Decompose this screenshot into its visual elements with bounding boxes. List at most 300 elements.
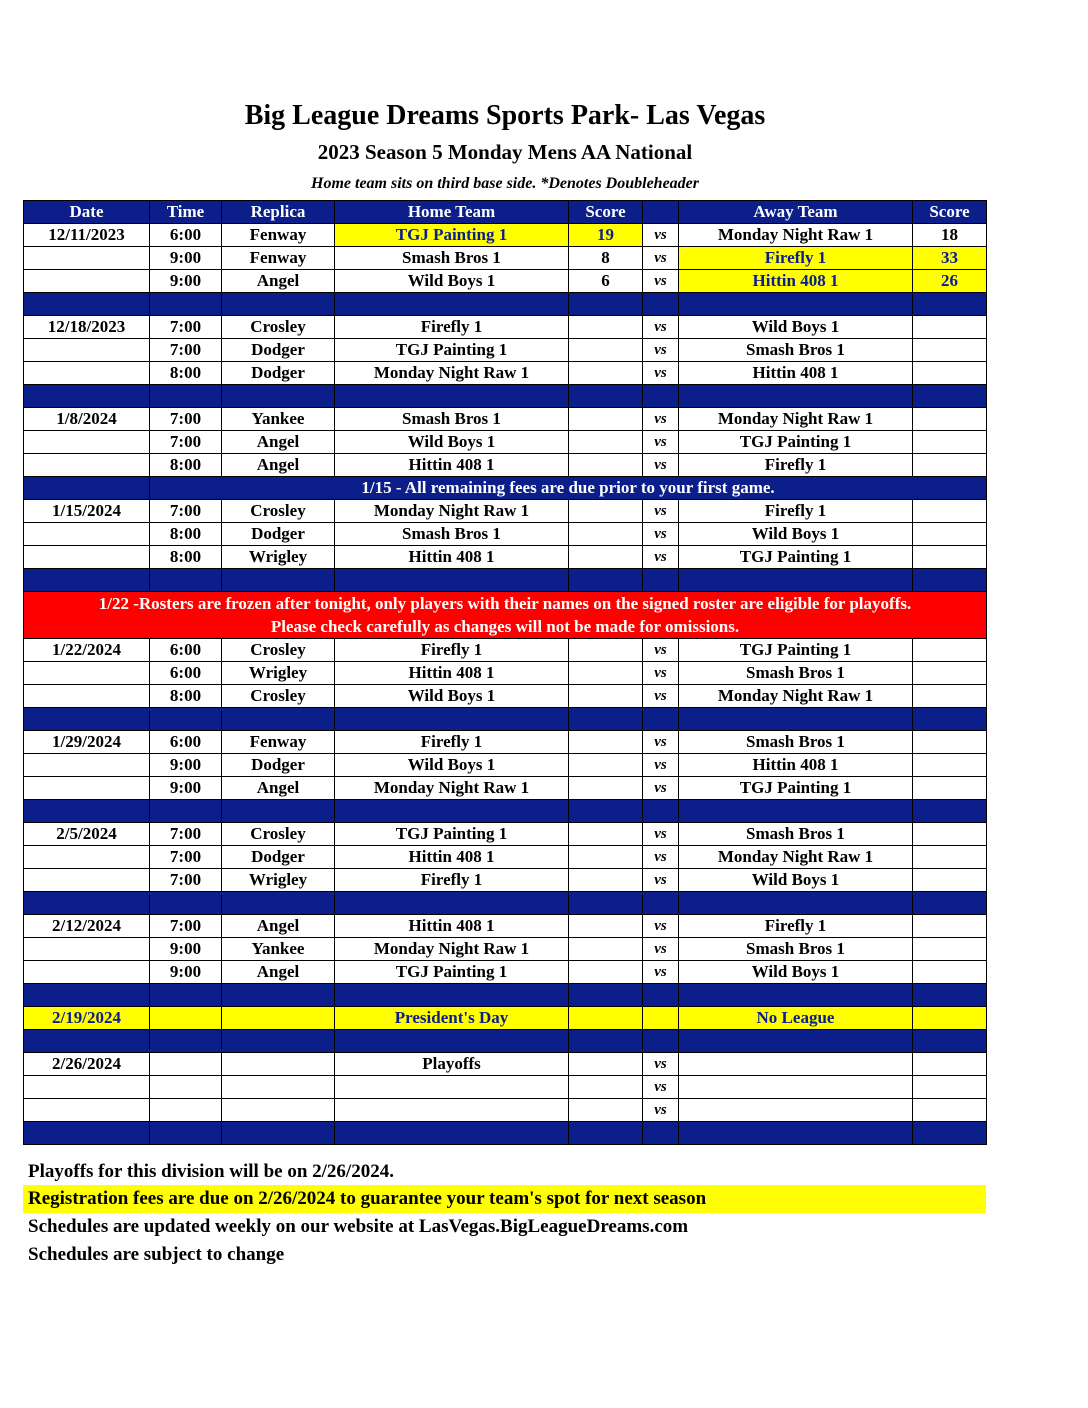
home-score-cell (569, 823, 643, 846)
away-team-cell: Monday Night Raw 1 (679, 408, 913, 431)
separator-cell (222, 892, 335, 915)
game-row (24, 523, 987, 546)
vs-cell: vs (643, 846, 679, 869)
time-cell: 7:00 (150, 846, 222, 869)
away-score-cell (913, 408, 987, 431)
separator-cell (222, 569, 335, 592)
replica-cell: Wrigley (222, 662, 335, 685)
separator-cell (679, 1122, 913, 1145)
away-score-cell (913, 1053, 987, 1076)
replica-cell: Angel (222, 270, 335, 293)
away-team-cell: Smash Bros 1 (679, 823, 913, 846)
header-row (24, 201, 987, 224)
game-row (24, 247, 987, 270)
vs-cell: vs (643, 431, 679, 454)
separator-cell (222, 984, 335, 1007)
roster-alert-line-2: Please check carefully as changes will not be made for omissions. (270, 617, 740, 636)
replica-cell (222, 1053, 335, 1076)
col-header-home-team: Home Team (335, 201, 569, 224)
home-score-cell (569, 408, 643, 431)
time-cell: 9:00 (150, 270, 222, 293)
separator-cell (24, 984, 150, 1007)
home-team-cell (335, 1076, 569, 1099)
game-row (24, 662, 987, 685)
separator-cell (24, 569, 150, 592)
date-cell: 2/19/2024 (24, 1007, 150, 1030)
separator-row (24, 984, 987, 1007)
away-team-cell: Firefly 1 (679, 247, 913, 270)
away-team-cell (679, 1076, 913, 1099)
date-cell (24, 270, 150, 293)
home-score-cell (569, 639, 643, 662)
replica-cell: Dodger (222, 339, 335, 362)
replica-cell (222, 1099, 335, 1122)
separator-cell (643, 293, 679, 316)
game-row (24, 1099, 987, 1122)
separator-cell (679, 569, 913, 592)
date-cell (24, 961, 150, 984)
notice-row (24, 477, 987, 500)
date-cell (24, 662, 150, 685)
date-cell (24, 546, 150, 569)
away-team-cell (679, 1099, 913, 1122)
away-score-cell (913, 662, 987, 685)
vs-cell: vs (643, 869, 679, 892)
away-score-cell (913, 362, 987, 385)
date-cell: 1/22/2024 (24, 639, 150, 662)
separator-cell (643, 708, 679, 731)
home-score-cell (569, 938, 643, 961)
replica-cell: Angel (222, 454, 335, 477)
home-team-cell: Smash Bros 1 (335, 247, 569, 270)
home-score-cell (569, 523, 643, 546)
separator-row (24, 385, 987, 408)
home-score-cell (569, 500, 643, 523)
replica-cell: Fenway (222, 731, 335, 754)
home-team-cell: Hittin 408 1 (335, 662, 569, 685)
date-cell (24, 685, 150, 708)
game-row (24, 685, 987, 708)
time-cell: 7:00 (150, 915, 222, 938)
home-team-cell: Playoffs (335, 1053, 569, 1076)
date-cell: 1/15/2024 (24, 500, 150, 523)
game-row (24, 869, 987, 892)
holiday-status-cell: No League (679, 1007, 913, 1030)
separator-cell (643, 1030, 679, 1053)
separator-cell (569, 569, 643, 592)
date-cell (24, 247, 150, 270)
footer-playoffs-note: Playoffs for this division will be on 2/26/2024. (28, 1161, 394, 1182)
time-cell: 7:00 (150, 408, 222, 431)
home-score-cell (569, 846, 643, 869)
game-row (24, 431, 987, 454)
schedule-note: Home team sits on third base side. *Denotes Doubleheader (311, 175, 699, 192)
separator-cell (679, 1030, 913, 1053)
separator-cell (569, 800, 643, 823)
separator-cell (150, 892, 222, 915)
away-team-cell: Monday Night Raw 1 (679, 846, 913, 869)
footer-website-note: Schedules are updated weekly on our website at LasVegas.BigLeagueDreams.com (28, 1216, 689, 1237)
separator-cell (24, 1122, 150, 1145)
separator-cell (913, 1030, 987, 1053)
separator-cell (335, 293, 569, 316)
replica-cell: Dodger (222, 362, 335, 385)
date-cell (24, 1099, 150, 1122)
away-score-cell (913, 961, 987, 984)
separator-cell (913, 800, 987, 823)
away-team-cell: Wild Boys 1 (679, 523, 913, 546)
game-row (24, 846, 987, 869)
home-team-cell: Hittin 408 1 (335, 915, 569, 938)
time-cell: 8:00 (150, 523, 222, 546)
away-team-cell: Firefly 1 (679, 454, 913, 477)
separator-cell (335, 385, 569, 408)
vs-cell: vs (643, 1053, 679, 1076)
col-header-vs (643, 201, 679, 224)
home-score-cell (569, 316, 643, 339)
replica-cell (222, 1076, 335, 1099)
separator-cell (150, 708, 222, 731)
footer-change-note: Schedules are subject to change (28, 1244, 285, 1265)
vs-cell: vs (643, 247, 679, 270)
game-row (24, 1076, 987, 1099)
replica-cell: Angel (222, 961, 335, 984)
game-row (24, 408, 987, 431)
time-cell: 6:00 (150, 639, 222, 662)
home-score-cell (569, 1076, 643, 1099)
home-team-cell: TGJ Painting 1 (335, 339, 569, 362)
vs-cell: vs (643, 823, 679, 846)
time-cell: 7:00 (150, 869, 222, 892)
separator-cell (150, 569, 222, 592)
game-row (24, 823, 987, 846)
away-team-cell: Hittin 408 1 (679, 362, 913, 385)
separator-cell (679, 984, 913, 1007)
away-score-cell (913, 823, 987, 846)
away-team-cell: Firefly 1 (679, 500, 913, 523)
separator-cell (913, 569, 987, 592)
game-row (24, 961, 987, 984)
vs-cell: vs (643, 961, 679, 984)
separator-cell (222, 800, 335, 823)
vs-cell: vs (643, 224, 679, 247)
home-team-cell: Firefly 1 (335, 316, 569, 339)
away-score-cell (913, 431, 987, 454)
time-cell (150, 1099, 222, 1122)
replica-cell: Yankee (222, 408, 335, 431)
replica-cell: Crosley (222, 316, 335, 339)
vs-cell: vs (643, 546, 679, 569)
separator-cell (643, 569, 679, 592)
home-score-cell (569, 869, 643, 892)
separator-cell (222, 1122, 335, 1145)
away-team-cell: Hittin 408 1 (679, 270, 913, 293)
separator-cell (24, 385, 150, 408)
home-score-cell (569, 339, 643, 362)
time-cell: 9:00 (150, 961, 222, 984)
separator-cell (222, 293, 335, 316)
date-cell (24, 339, 150, 362)
separator-cell (150, 293, 222, 316)
date-cell: 2/12/2024 (24, 915, 150, 938)
game-row (24, 316, 987, 339)
away-team-cell: Smash Bros 1 (679, 662, 913, 685)
away-score-cell (913, 777, 987, 800)
time-cell: 7:00 (150, 500, 222, 523)
away-team-cell: TGJ Painting 1 (679, 777, 913, 800)
home-team-cell: TGJ Painting 1 (335, 961, 569, 984)
separator-cell (643, 1122, 679, 1145)
separator-cell (335, 1030, 569, 1053)
separator-cell (24, 708, 150, 731)
home-team-cell: TGJ Painting 1 (335, 823, 569, 846)
away-team-cell: Wild Boys 1 (679, 316, 913, 339)
separator-row (24, 569, 987, 592)
away-score-cell (913, 685, 987, 708)
away-score-cell (913, 523, 987, 546)
separator-cell (569, 1030, 643, 1053)
replica-cell: Crosley (222, 639, 335, 662)
home-score-cell (569, 454, 643, 477)
time-cell (150, 1053, 222, 1076)
separator-cell (679, 708, 913, 731)
col-header-home-score: Score (569, 201, 643, 224)
separator-row (24, 708, 987, 731)
separator-cell (569, 708, 643, 731)
game-row (24, 938, 987, 961)
date-cell (24, 938, 150, 961)
separator-cell (24, 1030, 150, 1053)
separator-cell (222, 1030, 335, 1053)
date-cell (24, 777, 150, 800)
home-team-cell: TGJ Painting 1 (335, 224, 569, 247)
footer-registration-note: Registration fees are due on 2/26/2024 to guarantee your team's spot for next season (23, 1185, 986, 1213)
home-team-cell: Firefly 1 (335, 639, 569, 662)
separator-cell (643, 984, 679, 1007)
replica-cell: Angel (222, 777, 335, 800)
time-cell: 6:00 (150, 731, 222, 754)
vs-cell (643, 1007, 679, 1030)
separator-cell (569, 892, 643, 915)
game-row (24, 224, 987, 247)
away-score-cell: 26 (913, 270, 987, 293)
roster-alert (24, 592, 987, 639)
home-score-cell: 19 (569, 224, 643, 247)
time-cell: 8:00 (150, 454, 222, 477)
away-team-cell: Firefly 1 (679, 915, 913, 938)
home-score-cell (569, 662, 643, 685)
replica-cell: Wrigley (222, 546, 335, 569)
away-score-cell (913, 915, 987, 938)
vs-cell: vs (643, 777, 679, 800)
separator-cell (335, 984, 569, 1007)
separator-row (24, 1122, 987, 1145)
away-score-cell (913, 1099, 987, 1122)
date-cell: 12/11/2023 (24, 224, 150, 247)
time-cell: 8:00 (150, 685, 222, 708)
home-team-cell: Firefly 1 (335, 869, 569, 892)
away-score-cell (913, 546, 987, 569)
separator-cell (335, 1122, 569, 1145)
separator-cell (150, 385, 222, 408)
game-row (24, 339, 987, 362)
date-cell (24, 523, 150, 546)
col-header-time: Time (150, 201, 222, 224)
separator-cell (24, 293, 150, 316)
date-cell (24, 362, 150, 385)
time-cell: 6:00 (150, 224, 222, 247)
separator-cell (335, 708, 569, 731)
home-score-cell (569, 1053, 643, 1076)
date-cell (24, 431, 150, 454)
away-team-cell: TGJ Painting 1 (679, 639, 913, 662)
home-score-cell (569, 961, 643, 984)
time-cell: 7:00 (150, 339, 222, 362)
home-score-cell (569, 362, 643, 385)
date-cell: 2/26/2024 (24, 1053, 150, 1076)
away-team-cell: Smash Bros 1 (679, 731, 913, 754)
vs-cell: vs (643, 270, 679, 293)
time-cell: 8:00 (150, 362, 222, 385)
col-header-away-score: Score (913, 201, 987, 224)
game-row (24, 915, 987, 938)
home-team-cell: Smash Bros 1 (335, 408, 569, 431)
home-team-cell: Hittin 408 1 (335, 546, 569, 569)
home-team-cell: Monday Night Raw 1 (335, 362, 569, 385)
separator-cell (643, 892, 679, 915)
separator-row (24, 892, 987, 915)
away-score-cell (913, 1007, 987, 1030)
separator-cell (150, 1030, 222, 1053)
time-cell: 9:00 (150, 754, 222, 777)
time-cell: 6:00 (150, 662, 222, 685)
home-score-cell (569, 1099, 643, 1122)
holiday-name-cell: President's Day (335, 1007, 569, 1030)
home-score-cell (569, 1007, 643, 1030)
date-cell (24, 846, 150, 869)
time-cell: 8:00 (150, 546, 222, 569)
separator-cell (222, 708, 335, 731)
schedule-table (23, 200, 987, 1145)
away-score-cell (913, 639, 987, 662)
time-cell: 7:00 (150, 431, 222, 454)
away-team-cell: Smash Bros 1 (679, 938, 913, 961)
separator-cell (913, 1122, 987, 1145)
replica-cell: Crosley (222, 823, 335, 846)
away-score-cell (913, 316, 987, 339)
game-row (24, 731, 987, 754)
date-cell: 12/18/2023 (24, 316, 150, 339)
separator-row (24, 800, 987, 823)
separator-cell (913, 892, 987, 915)
vs-cell: vs (643, 316, 679, 339)
away-score-cell (913, 454, 987, 477)
away-team-cell: TGJ Painting 1 (679, 546, 913, 569)
away-score-cell (913, 731, 987, 754)
home-team-cell: Wild Boys 1 (335, 685, 569, 708)
date-cell: 1/8/2024 (24, 408, 150, 431)
home-score-cell (569, 754, 643, 777)
roster-alert-line-1: 1/22 -Rosters are frozen after tonight, only players with their names on the signed roster are eligible for playoffs. (98, 594, 912, 613)
replica-cell: Angel (222, 915, 335, 938)
away-score-cell: 33 (913, 247, 987, 270)
separator-cell (679, 892, 913, 915)
vs-cell: vs (643, 938, 679, 961)
game-row (24, 270, 987, 293)
separator-cell (679, 800, 913, 823)
home-team-cell: Monday Night Raw 1 (335, 500, 569, 523)
col-header-away-team: Away Team (679, 201, 913, 224)
separator-row (24, 1030, 987, 1053)
separator-cell (335, 892, 569, 915)
away-team-cell: Monday Night Raw 1 (679, 224, 913, 247)
game-row (24, 1053, 987, 1076)
replica-cell: Fenway (222, 224, 335, 247)
home-team-cell: Wild Boys 1 (335, 431, 569, 454)
home-team-cell: Hittin 408 1 (335, 454, 569, 477)
away-team-cell: Wild Boys 1 (679, 961, 913, 984)
away-score-cell (913, 846, 987, 869)
away-team-cell: Wild Boys 1 (679, 869, 913, 892)
separator-cell (679, 385, 913, 408)
separator-cell (913, 984, 987, 1007)
replica-cell: Fenway (222, 247, 335, 270)
page-subtitle: 2023 Season 5 Monday Mens AA National (317, 140, 693, 164)
date-cell (24, 1076, 150, 1099)
home-score-cell (569, 915, 643, 938)
away-team-cell (679, 1053, 913, 1076)
away-score-cell (913, 1076, 987, 1099)
separator-cell (569, 293, 643, 316)
replica-cell: Dodger (222, 846, 335, 869)
vs-cell: vs (643, 454, 679, 477)
away-score-cell (913, 339, 987, 362)
col-header-replica: Replica (222, 201, 335, 224)
schedule-body (24, 224, 987, 1145)
home-team-cell: Wild Boys 1 (335, 754, 569, 777)
game-row (24, 500, 987, 523)
replica-cell: Yankee (222, 938, 335, 961)
time-cell: 7:00 (150, 823, 222, 846)
game-row (24, 754, 987, 777)
replica-cell: Wrigley (222, 869, 335, 892)
separator-cell (150, 984, 222, 1007)
away-score-cell (913, 500, 987, 523)
replica-cell: Dodger (222, 523, 335, 546)
separator-cell (643, 800, 679, 823)
date-cell (24, 454, 150, 477)
separator-cell (150, 800, 222, 823)
roster-alert-row (24, 592, 987, 639)
replica-cell: Dodger (222, 754, 335, 777)
separator-cell (679, 293, 913, 316)
separator-cell (569, 385, 643, 408)
home-team-cell: Monday Night Raw 1 (335, 777, 569, 800)
home-score-cell (569, 546, 643, 569)
date-cell (24, 869, 150, 892)
notice-spacer (24, 477, 150, 500)
game-row (24, 777, 987, 800)
page-title: Big League Dreams Sports Park- Las Vegas (244, 100, 766, 131)
time-cell (150, 1076, 222, 1099)
time-cell (150, 1007, 222, 1030)
away-score-cell (913, 754, 987, 777)
separator-row (24, 293, 987, 316)
vs-cell: vs (643, 500, 679, 523)
date-cell: 1/29/2024 (24, 731, 150, 754)
game-row (24, 546, 987, 569)
separator-cell (569, 984, 643, 1007)
